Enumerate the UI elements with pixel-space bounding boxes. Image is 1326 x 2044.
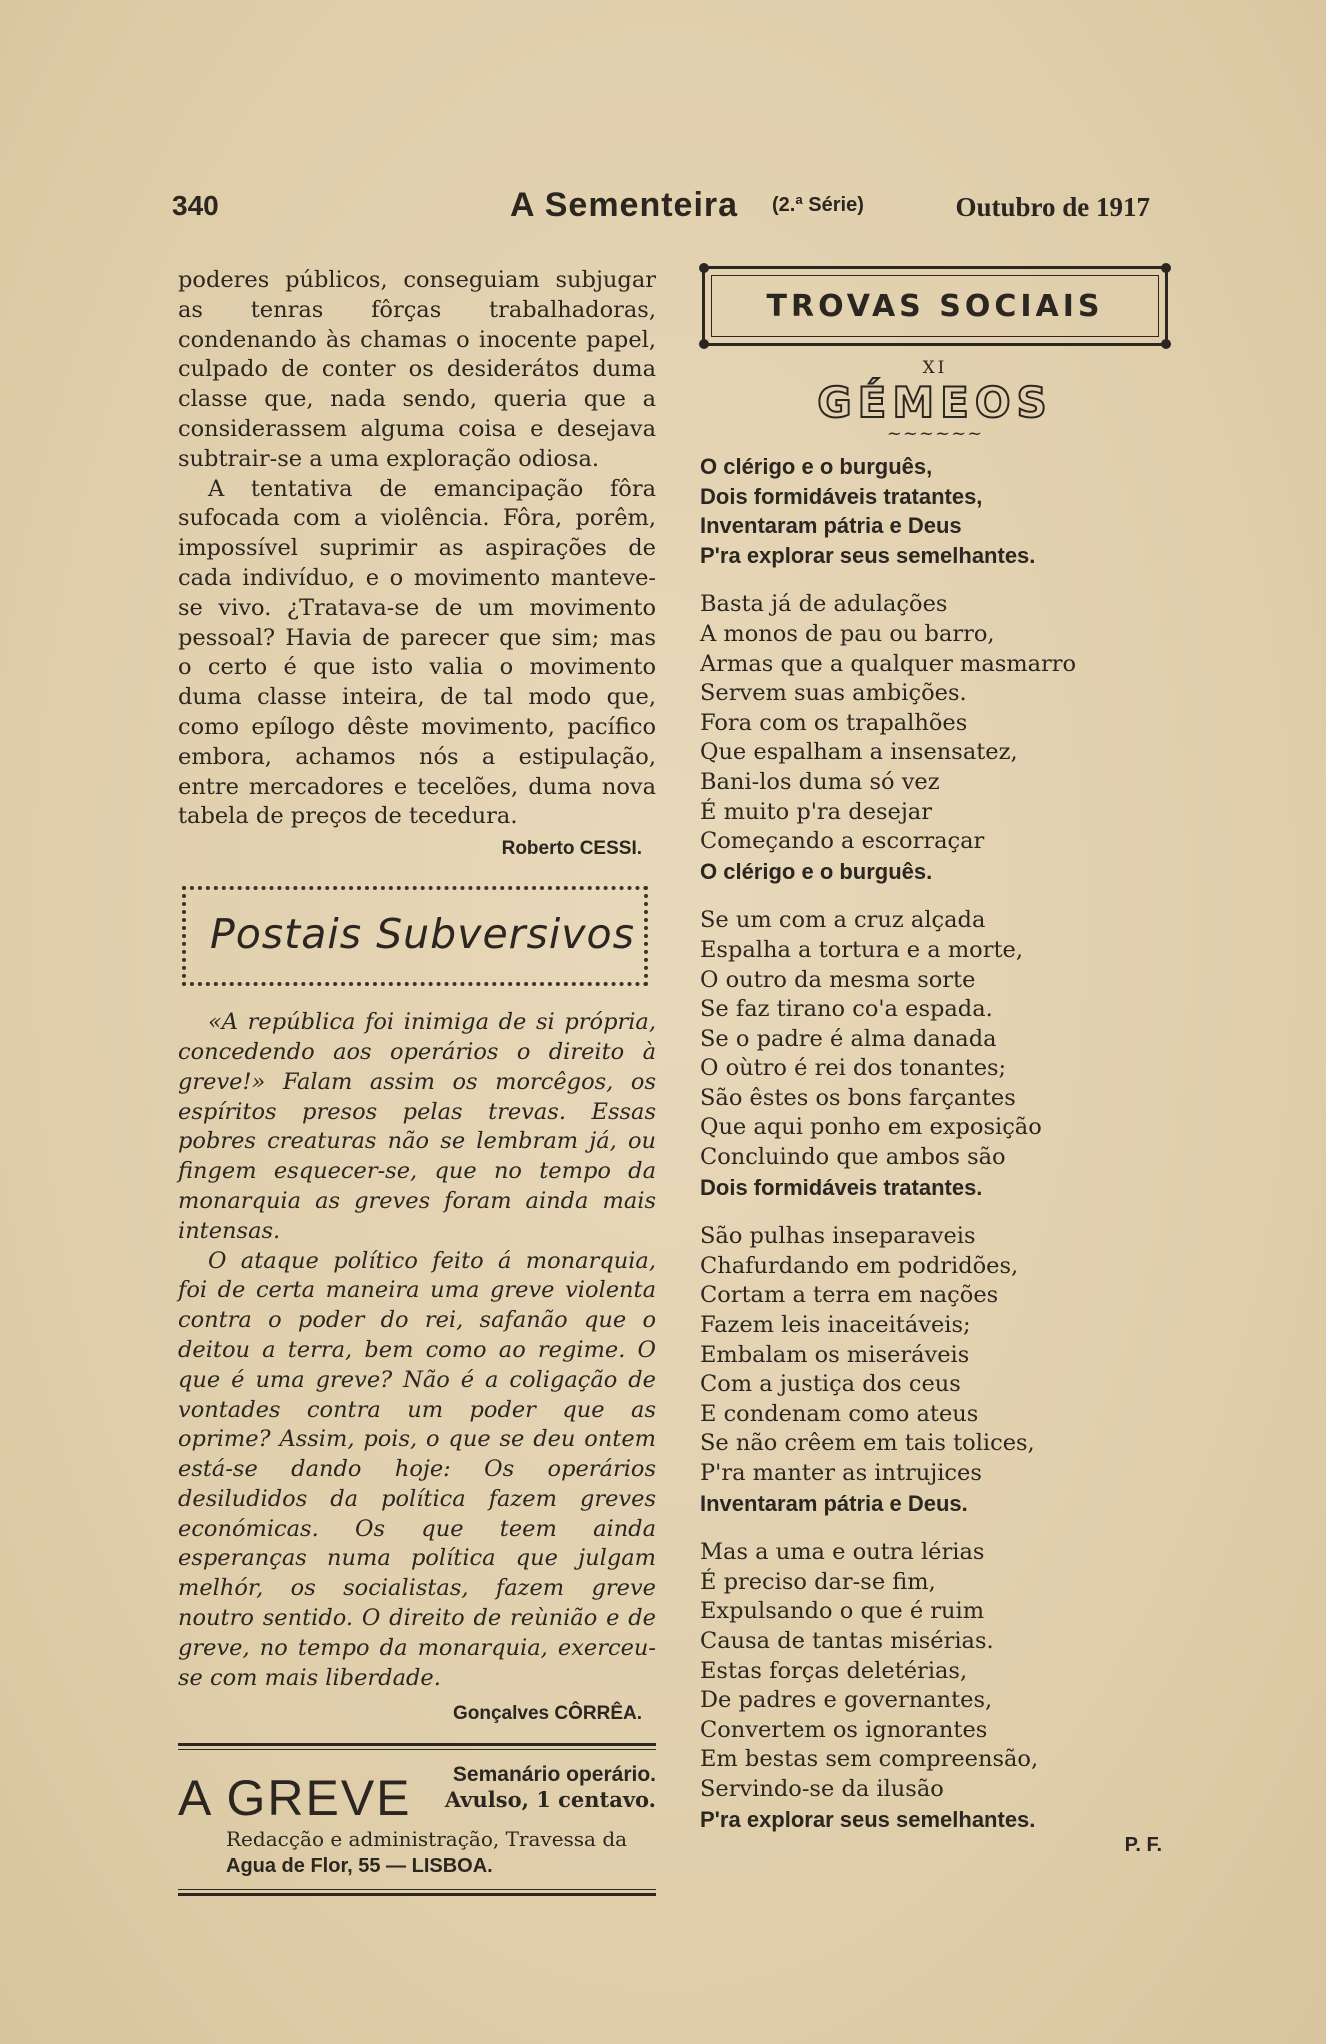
poem-line: P'ra explorar seus semelhantes. <box>700 1806 1036 1832</box>
poem-line: E condenam como ateus <box>700 1400 979 1427</box>
ad-address: Agua de Flor, 55 — LISBOA. <box>226 1855 493 1878</box>
poem-line: Fazem leis inaceitáveis; <box>700 1312 971 1339</box>
corner-dot-icon <box>1161 263 1171 273</box>
poem-stanza <box>700 452 1170 570</box>
ad-rule <box>178 1889 656 1899</box>
section-title: TROVAS SOCIAIS <box>766 289 1104 324</box>
poem-stanza <box>700 1538 1170 1834</box>
poem-line: Fora com os trapalhões <box>700 709 968 736</box>
article-paragraph: «A república foi inimiga de si própria, concedendo aos operários o direito à greve!» Falam assim os morcêgos, os espíritos presos pelas trevas. Essas pobres creaturas não se lembram já, ou fingem esquecer-se, que no tempo da monarquia as greves foram ainda mais intensas. <box>178 1009 656 1244</box>
poem-line: Embalam os miseráveis <box>700 1341 970 1368</box>
poem-stanza <box>700 590 1170 886</box>
poem-line: Que espalham a insensatez, <box>700 739 1018 766</box>
poem-line: O outro da mesma sorte <box>700 966 976 993</box>
poem-line: De padres e governantes, <box>700 1687 993 1714</box>
poem-line: São pulhas inseparaveis <box>700 1223 976 1250</box>
poem-line: Se faz tirano co'a espada. <box>700 996 993 1023</box>
poem-line: O clérigo e o burguês, <box>700 454 933 479</box>
poem-line: Mas a uma e outra lérias <box>700 1539 985 1566</box>
poem-line: Cortam a terra em nações <box>700 1282 999 1309</box>
poem-line: É preciso dar-se fim, <box>700 1568 936 1595</box>
poem-line: Dois formidáveis tratantes, <box>700 483 983 509</box>
poem-line: Concluindo que ambos são <box>700 1144 1006 1171</box>
ad-rule <box>178 1743 656 1746</box>
series-label: (2.ª Série) <box>772 194 864 216</box>
poem-line: O oùtro é rei dos tonantes; <box>700 1055 1007 1082</box>
advertisement <box>178 1743 656 1893</box>
ad-rule <box>178 1749 656 1750</box>
poem-line: Convertem os ignorantes <box>700 1716 988 1743</box>
poem-title: GÉMEOS <box>817 378 1053 427</box>
poem-line: P'ra explorar seus semelhantes. <box>700 542 1036 568</box>
poem-line: Inventaram pátria e Deus. <box>700 1490 968 1516</box>
poem-line: Começando a escorraçar <box>700 828 985 855</box>
poem-line: A monos de pau ou barro, <box>700 620 995 647</box>
poem-line: São êstes os bons farçantes <box>700 1084 1016 1111</box>
postais-title-box <box>182 886 648 986</box>
poem-body <box>700 452 1170 1834</box>
poem-line: Servem suas ambições. <box>700 680 967 707</box>
ad-line: Redacção e administração, Travessa da <box>226 1827 628 1852</box>
poem-line: Expulsando o que é ruim <box>700 1598 985 1625</box>
page-header <box>170 186 1150 230</box>
poem-line: Que aqui ponho em exposição <box>700 1114 1042 1141</box>
poem-line: Se não crêem em tais tolices, <box>700 1430 1035 1457</box>
article-paragraph: O ataque político feito á monarquia, foi de certa maneira uma greve violenta contra o poder do rei, safanão que o deitou a terra, bem como ao regime. O que é uma greve? Não é a coligação de vontades contra um poder que as oprime? Assim, pois, o que se deu ontem está-se dando hoje: Os operários desiludidos da política fazem greves económicas. Os que teem ainda esperanças numa política que julgam melhór, os socialistas, fazem greve noutro sentido. O direito de reùnião e de greve, no tempo da monarquia, exerceu-se com mais liberdade. <box>178 1247 656 1691</box>
corner-dot-icon <box>699 339 709 349</box>
poem-line: É muito p'ra desejar <box>700 798 932 825</box>
poem-line: Servindo-se da ilusão <box>700 1775 944 1802</box>
poem-line: Bani-los duma só vez <box>700 768 940 795</box>
poem-line: Inventaram pátria e Deus <box>700 513 962 539</box>
poem-line: O clérigo e o burguês. <box>700 858 933 884</box>
article-paragraph: A tentativa de emancipação fôra sufocada com a violência. Fôra, porêm, impossível suprimir as aspirações de cada indivíduo, e o movimento manteve-se vivo. ¿Tratava-se de um movimento pessoal? Havia de parecer que sim; mas o certo é que isto valia o movimento duma classe inteira, de tal modo que, como epílogo dêste movimento, pacífico embora, achamos nós a estipulação, entre mercadores e tecelões, duma nova tabela de preços de tecedura. <box>178 475 656 830</box>
poem-stanza <box>700 906 1170 1202</box>
ornament-divider: ~~~~~~ <box>886 423 984 444</box>
poem-line: P'ra manter as intrujices <box>700 1460 982 1486</box>
poem-line: Em bestas sem compreensão, <box>700 1746 1039 1773</box>
page-number: 340 <box>172 190 219 221</box>
ad-line: Avulso, 1 centavo. <box>444 1787 656 1813</box>
poem-line: Se o padre é alma danada <box>700 1025 997 1052</box>
poem-signature: P. F. <box>1124 1834 1162 1857</box>
right-column <box>700 266 1170 1857</box>
ad-line <box>226 1853 493 1878</box>
left-column <box>178 266 656 1893</box>
poem-line: Armas que a qualquer masmarro <box>700 650 1077 677</box>
poem-line: Causa de tantas misérias. <box>700 1627 994 1654</box>
poem-line: Dois formidáveis tratantes. <box>700 1174 983 1200</box>
article-signature: Gonçalves CÔRRÊA. <box>453 1703 642 1725</box>
poem-line: Basta já de adulações <box>700 591 948 618</box>
corner-dot-icon <box>1161 339 1171 349</box>
ad-name: A GREVE <box>178 1770 412 1827</box>
poem-line: Espalha a tortura e a morte, <box>700 936 1023 963</box>
poem-stanza <box>700 1222 1170 1518</box>
poem-line: Estas forças deletérias, <box>700 1657 968 1684</box>
poem-number: XI <box>922 358 948 378</box>
poem-line: Se um com a cruz alçada <box>700 907 986 934</box>
trovas-title-box <box>702 266 1168 346</box>
journal-title: A Sementeira <box>510 186 739 224</box>
poem-line: Com a justiça dos ceus <box>700 1371 961 1398</box>
article-signature: Roberto CESSI. <box>501 838 642 860</box>
poem-line: Chafurdando em podridões, <box>700 1252 1019 1279</box>
article-paragraph: poderes públicos, conseguiam subjugar as tenras fôrças trabalhadoras, condenando às chamas o inocente papel, culpado de conter os desiderátos duma classe que, nada sendo, queria que a considerassem alguma coisa e desejava subtrair-se a uma exploração odiosa. <box>178 267 656 472</box>
corner-dot-icon <box>699 263 709 273</box>
section-title: Postais Subversivos <box>210 910 635 959</box>
ad-line: Semanário operário. <box>452 1763 656 1787</box>
issue-date: Outubro de 1917 <box>955 192 1150 222</box>
